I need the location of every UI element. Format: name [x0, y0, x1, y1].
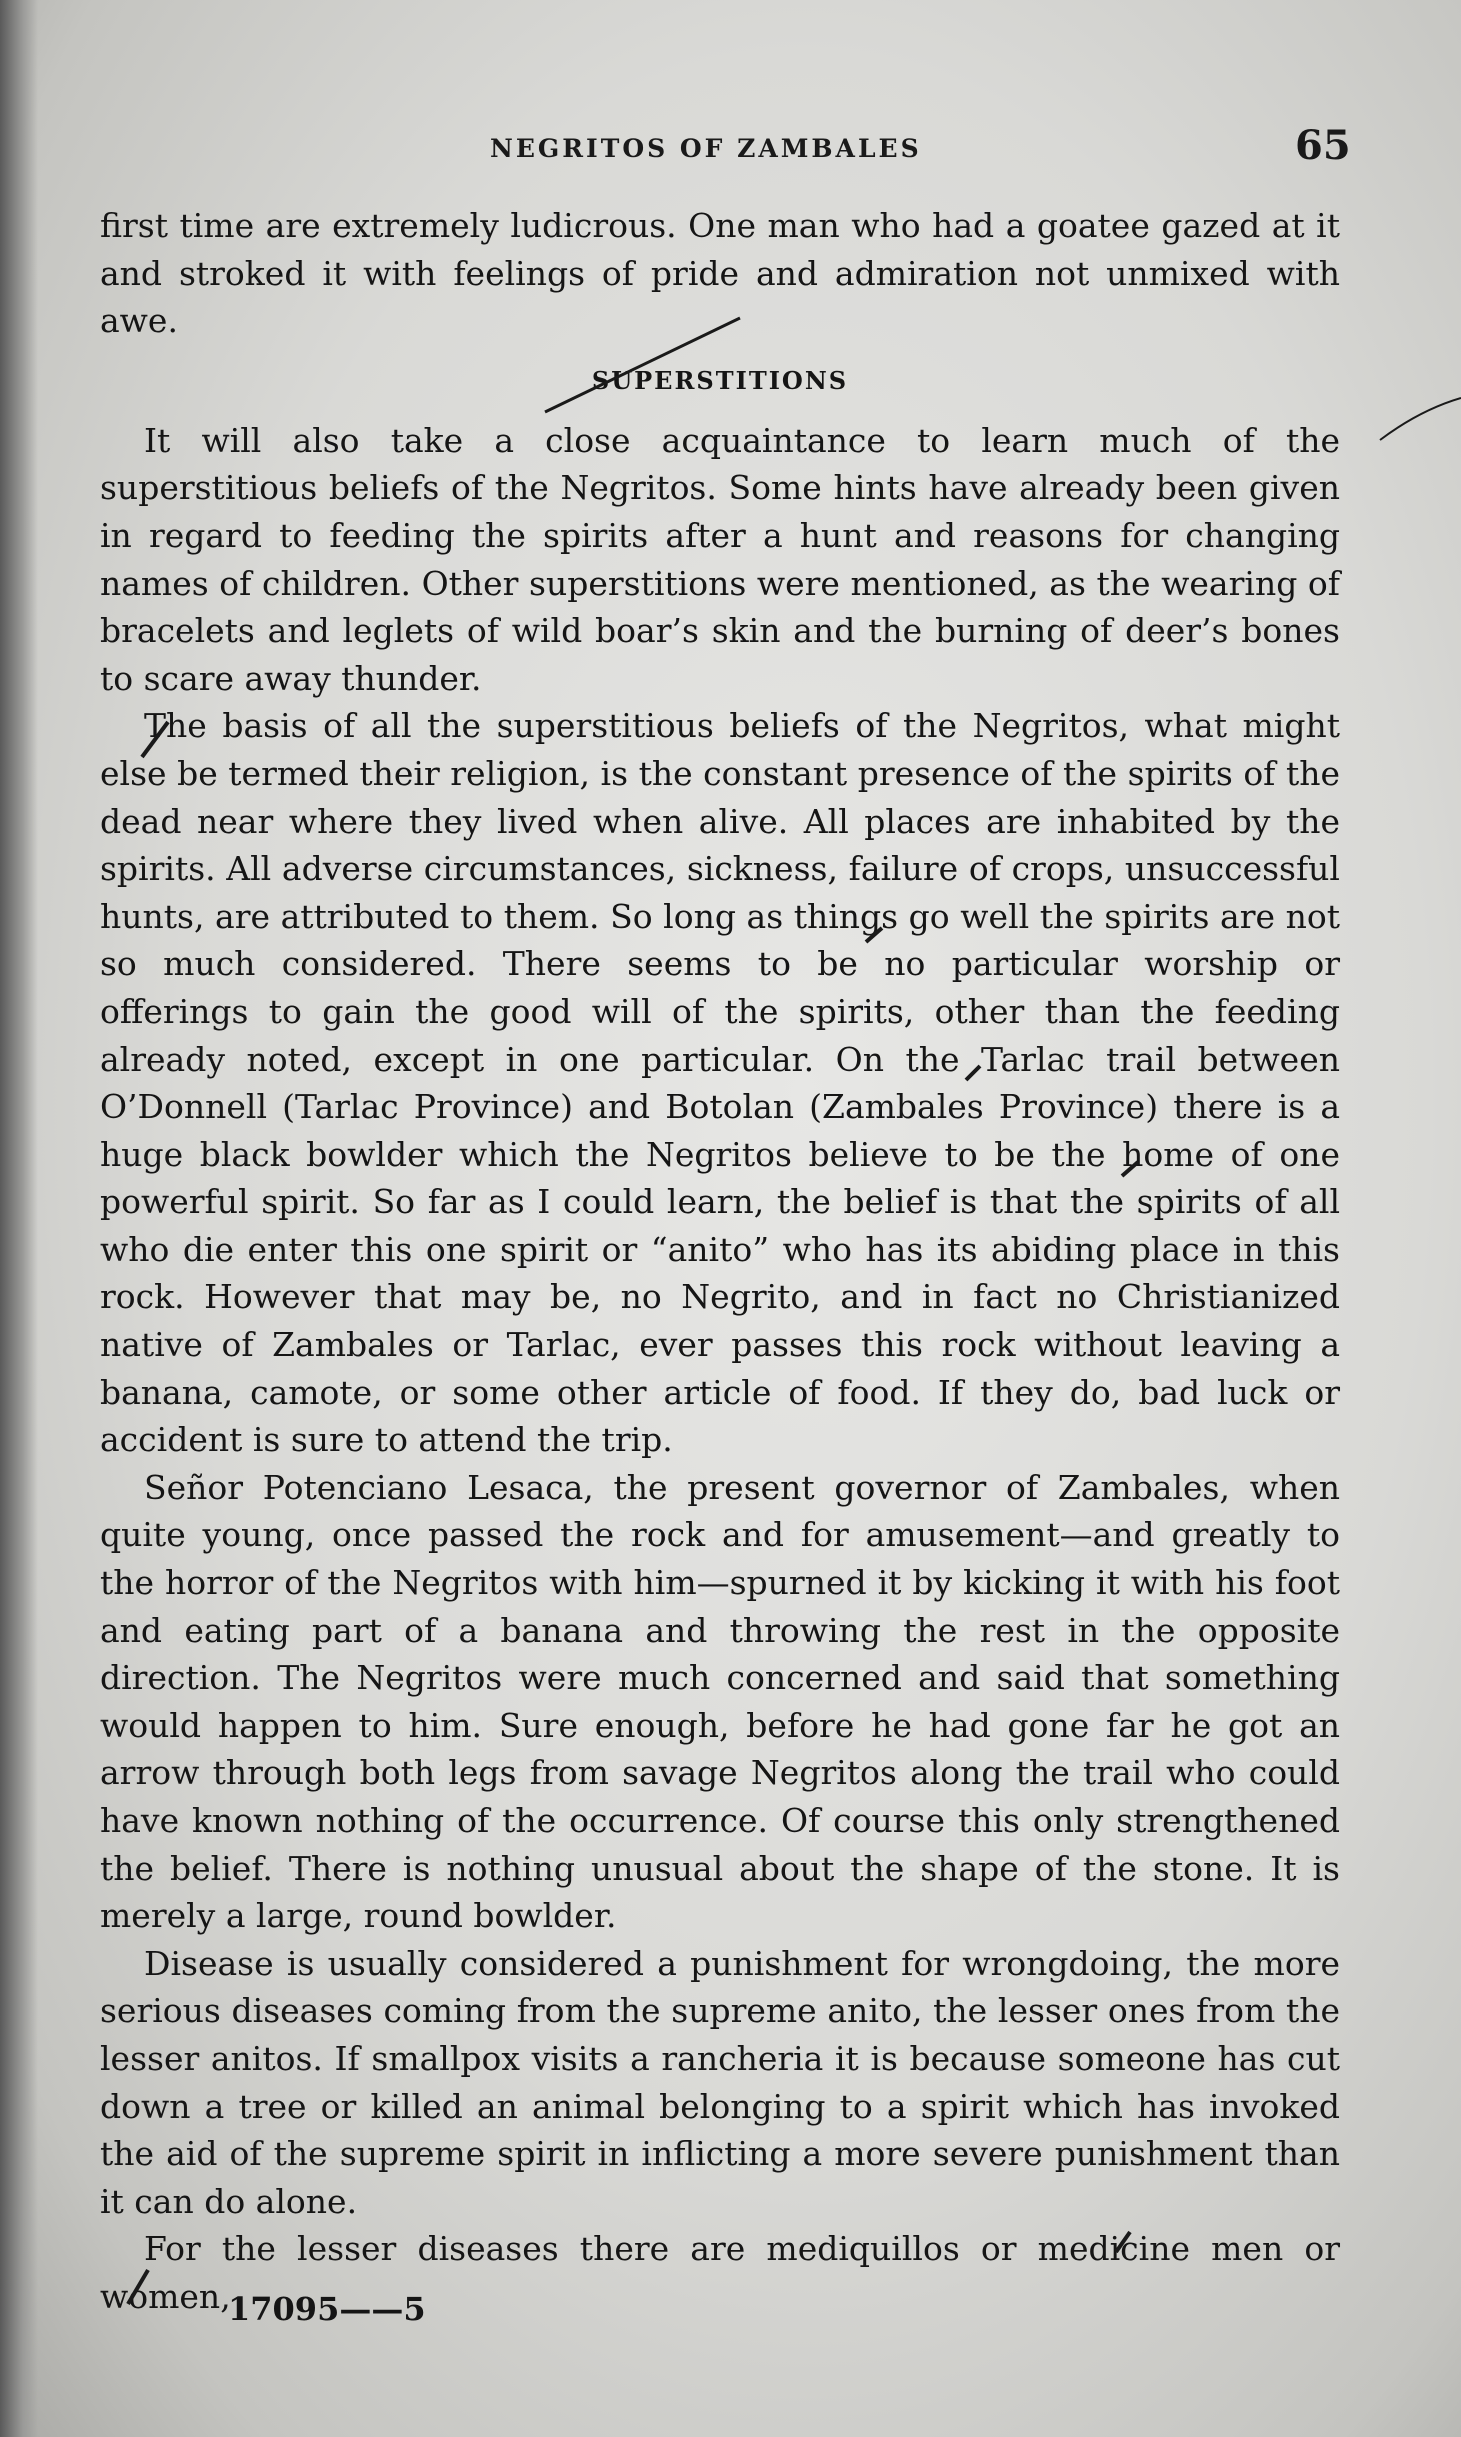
margin-line-mark — [1380, 398, 1461, 440]
page-number: 65 — [1295, 122, 1351, 169]
body-text — [100, 202, 1340, 2321]
intro-paragraph: first time are extremely ludicrous. One man who had a goatee gazed at it and stroked it with feelings of pride and admiration not unmixed with awe. — [100, 206, 1340, 341]
paragraph: It will also take a close acquaintance to learn much of the superstitious beliefs of the Negritos. Some hints have already been given in regard to feeding the spirits after a hunt and reasons for changing names of children. Other superstitions were mentioned, as the wearing of bracelets and leglets of wild boar’s skin and the burning of deer’s bones to scare away thunder. — [100, 420, 1340, 698]
paragraph: The basis of all the superstitious beliefs of the Negritos, what might else be termed their religion, is the constant presence of the spirits of the dead near where they lived when alive. All places are inhabited by the spirits. All adverse circumstances, sickness, failure of crops, unsuccessful hunts, are attributed to them. So long as things go well the spirits are not so much considered. There seems to be no particular worship or offerings to gain the good will of the spirits, other than the feeding already noted, except in one particular. On the Tarlac trail between O’Donnell (Tarlac Province) and Botolan (Zambales Province) there is a huge black bowlder which the Negritos believe to be the home of one powerful spirit. So far as I could learn, the belief is that the spirits of all who die enter this one spirit or “anito” who has its abiding place in this rock. However that may be, no Negrito, and in fact no Christianized native of Zambales or Tarlac, ever passes this rock without leaving a banana, camote, or some other article of food. If they do, bad luck or accident is sure to attend the trip. — [100, 706, 1340, 1460]
paragraph: Señor Potenciano Lesaca, the present governor of Zambales, when quite young, once passed the rock and for amusement—and greatly to the horror of the Negritos with him—spurned it by kicking it with his foot and eating part of a banana and throwing the rest in the opposite direction. The Negritos were much concerned and said that something would happen to him. Sure enough, before he had gone far he got an arrow through both legs from savage Negritos along the trail who could have known nothing of the occurrence. Of course this only strengthened the belief. There is nothing unusual about the shape of the stone. It is merely a large, round bowlder. — [100, 1467, 1340, 1936]
running-title: NEGRITOS OF ZAMBALES — [490, 134, 922, 163]
printer-signature: 17095——5 — [228, 2290, 426, 2328]
running-header — [100, 122, 1351, 188]
paragraph: Disease is usually considered a punishment for wrongdoing, the more serious diseases coming from the supreme anito, the lesser ones from the lesser anitos. If smallpox visits a rancheria it is because someone has cut down a tree or killed an animal belonging to a spirit which has invoked the aid of the supreme spirit in inflicting a more severe punishment than it can do alone. — [100, 1943, 1340, 2221]
paragraph: For the lesser diseases there are mediquillos or medicine men or women, — [100, 2229, 1340, 2316]
section-heading: SUPERSTITIONS — [591, 365, 849, 395]
page-shadow-edge — [0, 0, 38, 2437]
